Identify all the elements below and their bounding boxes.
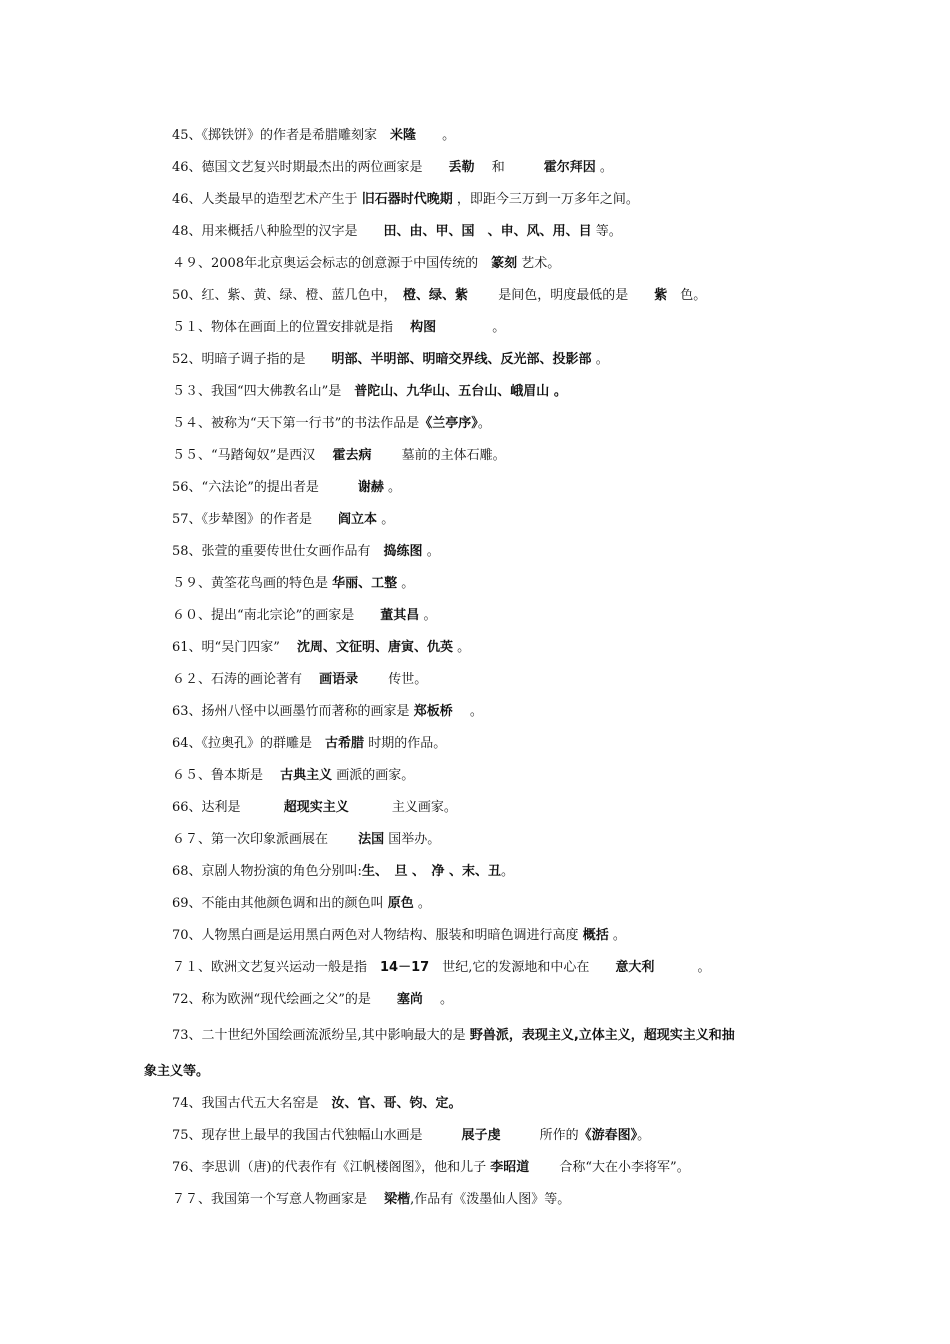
question-text: 。	[637, 1128, 651, 1143]
question-text: 。	[397, 576, 415, 591]
question-text: ４９、2008年北京奥运会标志的创意源于中国传统的	[172, 256, 492, 271]
answer-text: 篆刻	[491, 256, 518, 271]
answer-text: 谢赫	[357, 480, 384, 495]
question-continuation	[144, 1064, 209, 1080]
answer-text: 郑板桥	[413, 704, 453, 719]
question-line	[172, 960, 711, 976]
answer-text: 阎立本	[338, 512, 378, 527]
question-text: 。	[608, 928, 626, 943]
question-line	[172, 320, 505, 336]
question-text: ６５、鲁本斯是	[172, 768, 281, 783]
question-text: 主义画家。	[348, 800, 457, 815]
question-text: 国举办。	[384, 832, 441, 847]
question-line	[172, 416, 491, 432]
question-text: 是间色，明度最低的是	[468, 288, 655, 303]
question-line	[172, 704, 483, 720]
question-text: 和	[474, 160, 544, 175]
question-text: ５１、物体在画面上的位置安排就是指	[172, 320, 411, 335]
answer-text: 古希腊	[325, 736, 365, 751]
question-text: 58、张萱的重要传世仕女画作品有	[172, 544, 384, 559]
question-text: 73、二十世纪外国绘画流派纷呈,其中影响最大的是	[172, 1028, 470, 1043]
answer-text: 董其昌	[380, 608, 420, 623]
question-text: 。	[419, 608, 437, 623]
question-line	[172, 352, 609, 368]
question-text: 色。	[667, 288, 707, 303]
question-line	[172, 640, 470, 656]
question-text: ６７、第一次印象派画展在	[172, 832, 359, 847]
question-text: 。	[654, 960, 711, 975]
question-line	[172, 512, 394, 528]
question-text: 61、明“吴门四家”	[172, 640, 297, 655]
question-text: 57、《步辇图》的作者是	[172, 512, 339, 527]
answer-text: 田、由、甲、国	[383, 224, 475, 239]
question-line	[172, 800, 457, 816]
question-text: ５４、被称为“天下第一行书”的书法作品是	[172, 416, 420, 431]
question-text: 艺术。	[517, 256, 561, 271]
answer-text: 法国	[358, 832, 385, 847]
question-text: 68、京剧人物扮演的角色分别叫:	[172, 864, 362, 879]
question-text: 。	[422, 544, 440, 559]
question-line	[172, 992, 453, 1008]
question-text: 等。	[591, 224, 622, 239]
answer-text: 原色	[387, 896, 414, 911]
question-text: 世纪,它的发源地和中心在	[429, 960, 616, 975]
answer-text: 普陀山、九华山、五台山、峨眉山 。	[354, 384, 567, 399]
question-text: 。	[452, 640, 471, 655]
question-text: 传世。	[358, 672, 428, 687]
question-text: 。	[436, 320, 506, 335]
question-text: ５５、“马踏匈奴”是西汉	[172, 448, 333, 463]
question-text: 52、明暗子调子指的是	[172, 352, 332, 367]
answer-text: 霍尔拜因	[543, 160, 596, 175]
question-text: 70、人物黑白画是运用黑白两色对人物结构、服装和明暗色调进行高度	[172, 928, 583, 943]
answer-text: 《兰亭序》	[419, 416, 478, 431]
question-text: 69、不能由其他颜色调和出的颜色叫	[172, 896, 388, 911]
question-line	[172, 768, 414, 784]
question-line	[172, 128, 455, 144]
answer-text: 霍去病	[332, 448, 372, 463]
question-text: 46、人类最早的造型艺术产生于	[172, 192, 362, 207]
question-line	[172, 480, 401, 496]
question-line	[172, 1028, 735, 1044]
question-line	[172, 896, 431, 912]
question-line	[172, 1128, 650, 1144]
question-line	[172, 160, 613, 176]
question-line	[172, 192, 639, 208]
question-text: 50、红、紫、黄、绿、橙、蓝几色中，	[172, 288, 404, 303]
question-line	[172, 576, 414, 592]
question-line	[172, 832, 440, 848]
question-text: 66、达利是	[172, 800, 284, 815]
question-text: ５９、黄筌花鸟画的特色是	[172, 576, 333, 591]
answer-text: 象主义等。	[144, 1064, 210, 1079]
answer-text: 华丽、工整	[332, 576, 398, 591]
question-text: 。	[452, 704, 483, 719]
answer-text: 沈周、文征明、唐寅、仇英	[296, 640, 453, 655]
answer-text: 画语录	[319, 672, 359, 687]
answer-text: 古典主义	[280, 768, 333, 783]
question-text: 63、扬州八怪中以画墨竹而著称的画家是	[172, 704, 414, 719]
question-text	[475, 224, 488, 239]
answer-text: 李昭道	[490, 1160, 530, 1175]
answer-text: 紫	[654, 288, 668, 303]
question-line	[172, 256, 560, 272]
question-line	[172, 864, 514, 880]
answer-text: 生、 旦 、 净 、末、丑	[361, 864, 501, 879]
question-text: ５３、我国“四大佛教名山”是	[172, 384, 355, 399]
answer-text: 意大利	[615, 960, 655, 975]
answer-text: 14－17	[380, 960, 430, 975]
question-text: ６２、石涛的画论著有	[172, 672, 320, 687]
question-line	[172, 448, 506, 464]
question-text: 时期的作品。	[364, 736, 447, 751]
question-text: 。	[413, 896, 431, 911]
answer-text: 野兽派，表现主义,立体主义，超现实主义和抽	[469, 1028, 735, 1043]
question-text: 所作的	[500, 1128, 579, 1143]
question-text: 。	[477, 416, 491, 431]
question-text: 。	[422, 992, 453, 1007]
question-text: ７７、我国第一个写意人物画家是	[172, 1192, 385, 1207]
question-line	[172, 544, 440, 560]
question-line	[172, 384, 567, 400]
question-text: 墓前的主体石雕。	[371, 448, 506, 463]
answer-text: 明部、半明部、明暗交界线、反光部、投影部	[331, 352, 592, 367]
answer-text: 展子虔	[461, 1128, 501, 1143]
question-line	[172, 1160, 690, 1176]
answer-text: 汝、官、哥、钧、定。	[331, 1096, 462, 1111]
question-text: 。	[591, 352, 609, 367]
answer-text: 构图	[410, 320, 437, 335]
question-line	[172, 224, 622, 240]
question-text: 48、用来概括八种脸型的汉字是	[172, 224, 384, 239]
question-text: 56、“六法论”的提出者是	[172, 480, 358, 495]
question-text: 。	[501, 864, 515, 879]
question-text: 46、德国文艺复兴时期最杰出的两位画家是	[172, 160, 449, 175]
answer-text: 超现实主义	[283, 800, 349, 815]
question-text: 。	[377, 512, 395, 527]
answer-text: 塞尚	[396, 992, 423, 1007]
question-text: 。	[383, 480, 401, 495]
question-text: 画派的画家。	[332, 768, 415, 783]
answer-text: 、申、风、用、目	[487, 224, 592, 239]
question-text: 76、李思训（唐)的代表作有《江帆楼阁图》，他和儿子	[172, 1160, 491, 1175]
question-text: 75、现存世上最早的我国古代独幅山水画是	[172, 1128, 462, 1143]
question-line	[172, 1192, 570, 1208]
question-text: 。	[416, 128, 456, 143]
answer-text: 橙、绿、紫	[403, 288, 469, 303]
question-line	[172, 608, 436, 624]
answer-text: 梁楷	[384, 1192, 411, 1207]
answer-text: 概括	[582, 928, 609, 943]
question-text: ，即距今三万到一万多年之间。	[452, 192, 639, 207]
question-text: ６０、提出“南北宗论”的画家是	[172, 608, 381, 623]
question-text: 72、称为欧洲“现代绘画之父”的是	[172, 992, 397, 1007]
question-line	[172, 288, 706, 304]
question-text: 合称“大在小李将军”。	[529, 1160, 690, 1175]
answer-text: 米隆	[390, 128, 417, 143]
question-line	[172, 1096, 462, 1112]
question-line	[172, 928, 626, 944]
question-text: 。	[595, 160, 613, 175]
question-line	[172, 736, 446, 752]
answer-text: 旧石器时代晚期	[361, 192, 453, 207]
question-text: ,作品有《泼墨仙人图》等。	[410, 1192, 571, 1207]
question-text: 45、《掷铁饼》的作者是希腊雕刻家	[172, 128, 391, 143]
answer-text: 捣练图	[383, 544, 423, 559]
question-text: 64、《拉奥孔》的群雕是	[172, 736, 326, 751]
question-text: ７１、欧洲文艺复兴运动一般是指	[172, 960, 381, 975]
question-line	[172, 672, 427, 688]
question-text: 74、我国古代五大名窑是	[172, 1096, 332, 1111]
answer-text: 《游春图》	[578, 1128, 638, 1143]
answer-text: 丢勒	[448, 160, 475, 175]
